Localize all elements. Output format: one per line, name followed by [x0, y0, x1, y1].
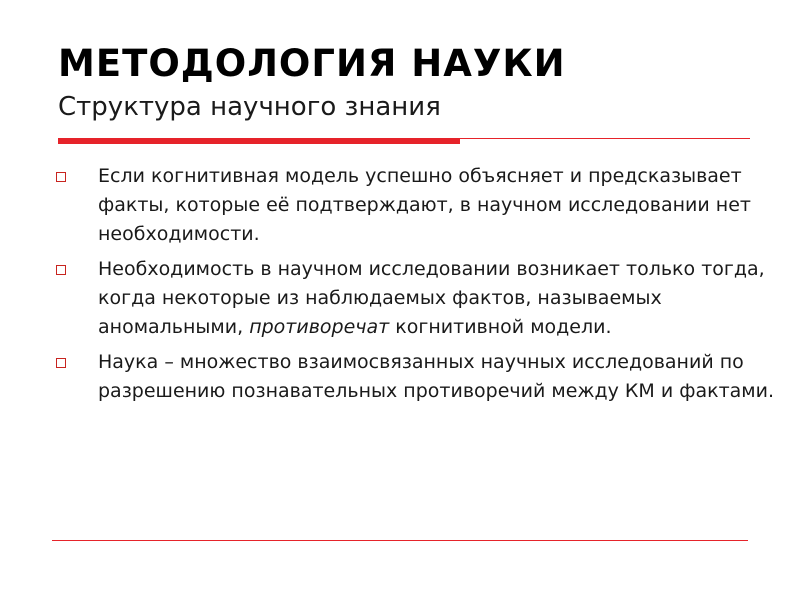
slide-title: МЕТОДОЛОГИЯ НАУКИ — [58, 42, 566, 85]
bullet-text-2-before: Необходимость в научном исследовании возникает только тогда, когда некоторые из наблюдаемых фактов, называемых аномальными, — [98, 258, 765, 338]
bullet-list — [52, 162, 797, 412]
title-underline-thin — [460, 138, 750, 139]
bullet-text-2-after: когнитивной модели. — [389, 316, 612, 338]
footer-divider — [52, 540, 748, 541]
bullet-text-2-emphasis: противоречат — [249, 316, 390, 338]
slide-subtitle: Структура научного знания — [58, 92, 441, 122]
bullet-text-1: Если когнитивная модель успешно объясняет и предсказывает факты, которые её подтверждают, в научном исследовании нет необходимости. — [98, 165, 751, 245]
hollow-square-bullet-icon — [56, 358, 66, 368]
bullet-text-3: Наука – множество взаимосвязанных научных исследований по разрешению познавательных противоречий между КМ и фактами. — [98, 351, 775, 402]
title-underline-thick — [58, 138, 460, 144]
hollow-square-bullet-icon — [56, 172, 66, 182]
hollow-square-bullet-icon — [56, 265, 66, 275]
bullet-item-1 — [52, 162, 797, 249]
bullet-item-3 — [52, 348, 797, 406]
bullet-item-2 — [52, 255, 797, 342]
